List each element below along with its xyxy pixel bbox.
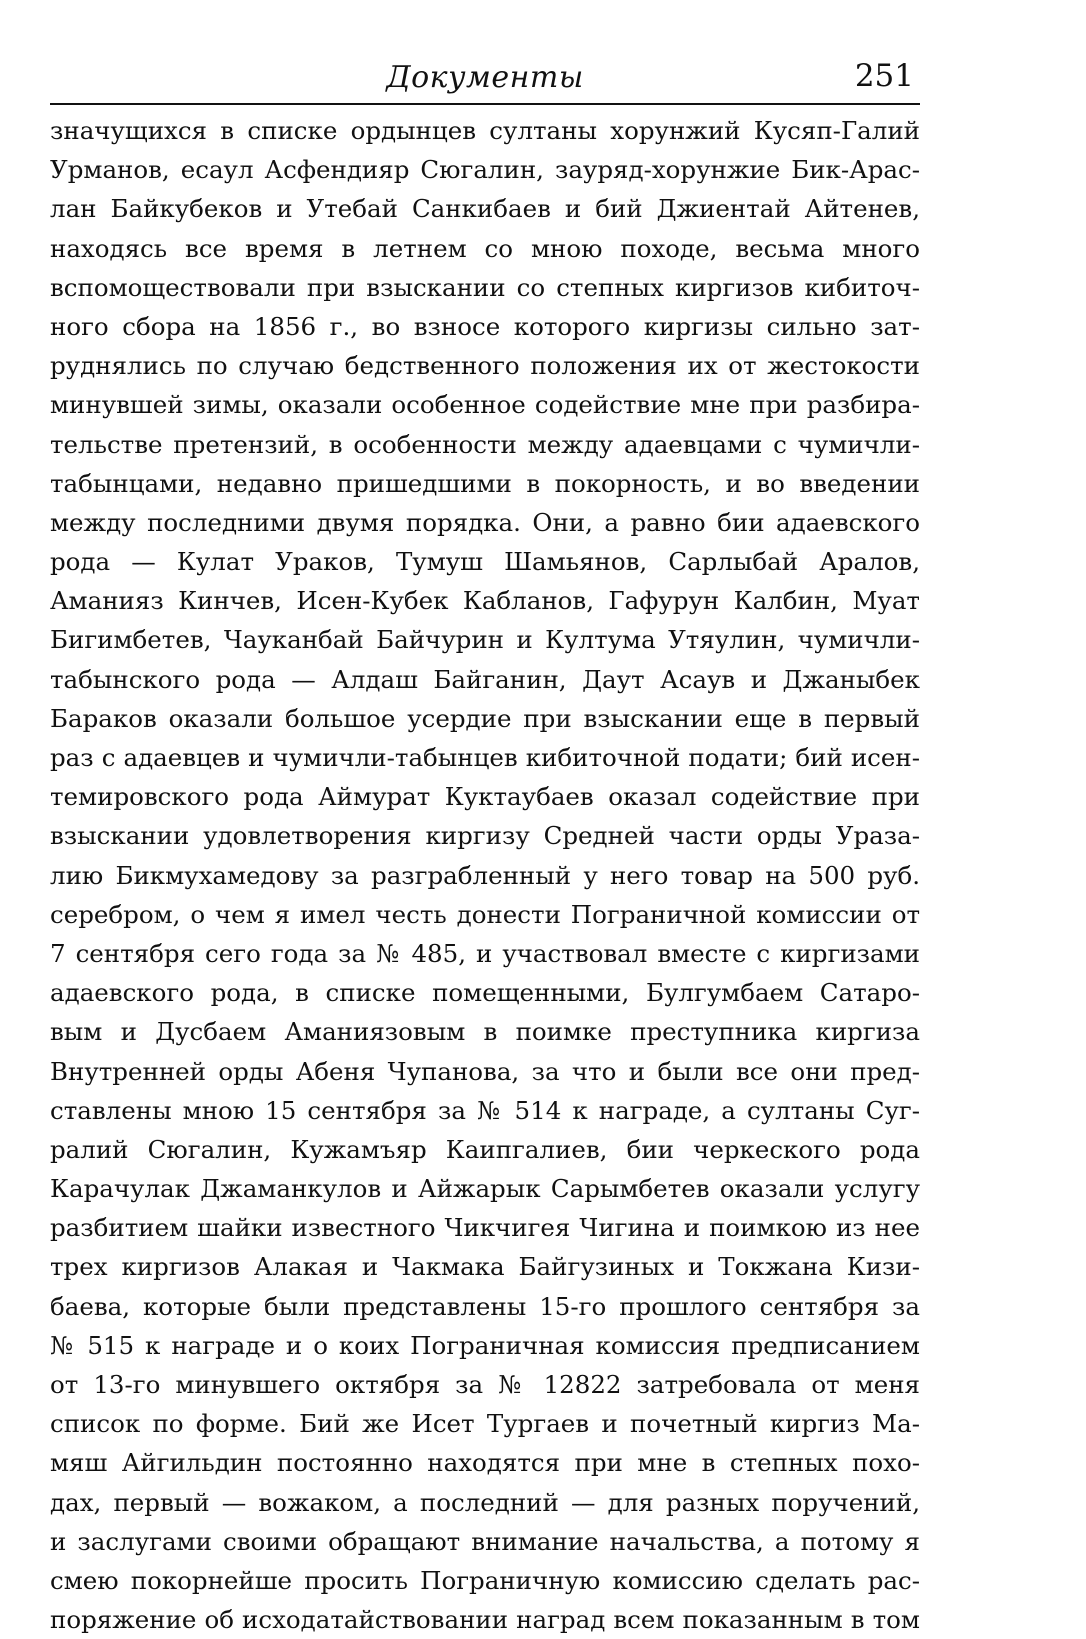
text-line: Урманов, есаул Асфендияр Сюгалин, зауряд-хорунжие Бик-Арас- [50, 155, 920, 185]
text-line: Бараков оказали большое усердие при взыскании еще в первый [50, 703, 920, 733]
text-line: вспомоществовали при взыскании со степных киргизов кибиточ- [50, 272, 920, 302]
text-line: лан Байкубеков и Утебай Санкибаев и бий Джиентай Айтенев, [50, 194, 920, 224]
running-title: Документы [386, 60, 584, 95]
text-line: № 515 к награде и о коих Пограничная комиссия предписанием [50, 1330, 920, 1360]
text-line: взыскании удовлетворения киргизу Средней части орды Ураза- [50, 821, 920, 851]
body-text [50, 111, 920, 1639]
text-line: дах, первый — вожаком, а последний — для разных поручений, [50, 1487, 920, 1517]
text-line: табынского рода — Алдаш Байганин, Даут Асаув и Джаныбек [50, 664, 920, 694]
header-rule [50, 103, 920, 105]
page-number: 251 [854, 58, 914, 94]
text-line: Внутренней орды Абеня Чупанова, за что и были все они пред- [50, 1056, 920, 1086]
text-line: раз с адаевцев и чумичли-табынцев кибиточной подати; бий исен- [50, 743, 920, 772]
text-line: ного сбора на 1856 г., во взносе которого киргизы сильно зат- [50, 311, 920, 341]
text-line: лию Бикмухамедову за разграбленный у него товар на 500 руб. [50, 860, 920, 890]
text-line: тельстве претензий, в особенности между адаевцами с чумичли- [50, 429, 920, 459]
text-line: трех киргизов Алакая и Чакмака Байгузиных и Токжана Кизи- [50, 1252, 920, 1282]
text-line: ралий Сюгалин, Кужамъяр Каипгалиев, бии черкеского рода [50, 1134, 920, 1164]
text-line: темировского рода Аймурат Куктаубаев оказал содействие при [50, 782, 920, 812]
text-line: минувшей зимы, оказали особенное содействие мне при разбира- [50, 390, 920, 420]
text-line: разбитием шайки известного Чикчигея Чигина и поимкою из нее [50, 1213, 920, 1243]
text-line: Аманияз Кинчев, Исен-Кубек Кабланов, Гафурун Калбин, Муат [50, 586, 920, 616]
text-line: ставлены мною 15 сентября за № 514 к награде, а султаны Суг- [50, 1095, 920, 1125]
text-line: табынцами, недавно пришедшими в покорность, и во введении [50, 468, 920, 498]
text-line: смею покорнейше просить Пограничную комиссию сделать рас- [50, 1565, 920, 1595]
text-line: находясь все время в летнем со мною походе, весьма много [50, 233, 920, 263]
text-line: Бигимбетев, Чауканбай Байчурин и Култума Утяулин, чумичли- [50, 625, 920, 655]
text-line: адаевского рода, в списке помещенными, Булгумбаем Сатаро- [50, 978, 920, 1008]
text-line: между последними двумя порядка. Они, а равно бии адаевского [50, 507, 920, 537]
text-line: поряжение об исходатайствовании наград всем показанным в том [50, 1605, 920, 1635]
text-line: серебром, о чем я имел честь донести Пограничной комиссии от [50, 899, 920, 929]
text-line: вым и Дусбаем Аманиязовым в поимке преступника киргиза [50, 1017, 920, 1047]
text-line: баева, которые были представлены 15-го прошлого сентября за [50, 1291, 920, 1321]
text-line: рода — Кулат Ураков, Тумуш Шамьянов, Сарлыбай Аралов, [50, 547, 920, 577]
text-line: Карачулак Джаманкулов и Айжарык Сарымбетев оказали услугу [50, 1174, 920, 1204]
text-line: руднялись по случаю бедственного положения их от жестокости [50, 351, 920, 381]
running-header [50, 58, 920, 102]
text-line: от 13-го минувшего октября за № 12822 затребовала от меня [50, 1370, 920, 1399]
text-line: список по форме. Бий же Исет Тургаев и почетный киргиз Ма- [50, 1409, 920, 1439]
text-line: 7 сентября сего года за № 485, и участвовал вместе с киргизами [50, 938, 920, 968]
text-line: мяш Айгильдин постоянно находятся при мне в степных похо- [50, 1448, 920, 1478]
text-line: значущихся в списке ордынцев султаны хорунжий Кусяп-Галий [50, 116, 920, 145]
text-line: и заслугами своими обращают внимание начальства, а потому я [50, 1526, 920, 1556]
